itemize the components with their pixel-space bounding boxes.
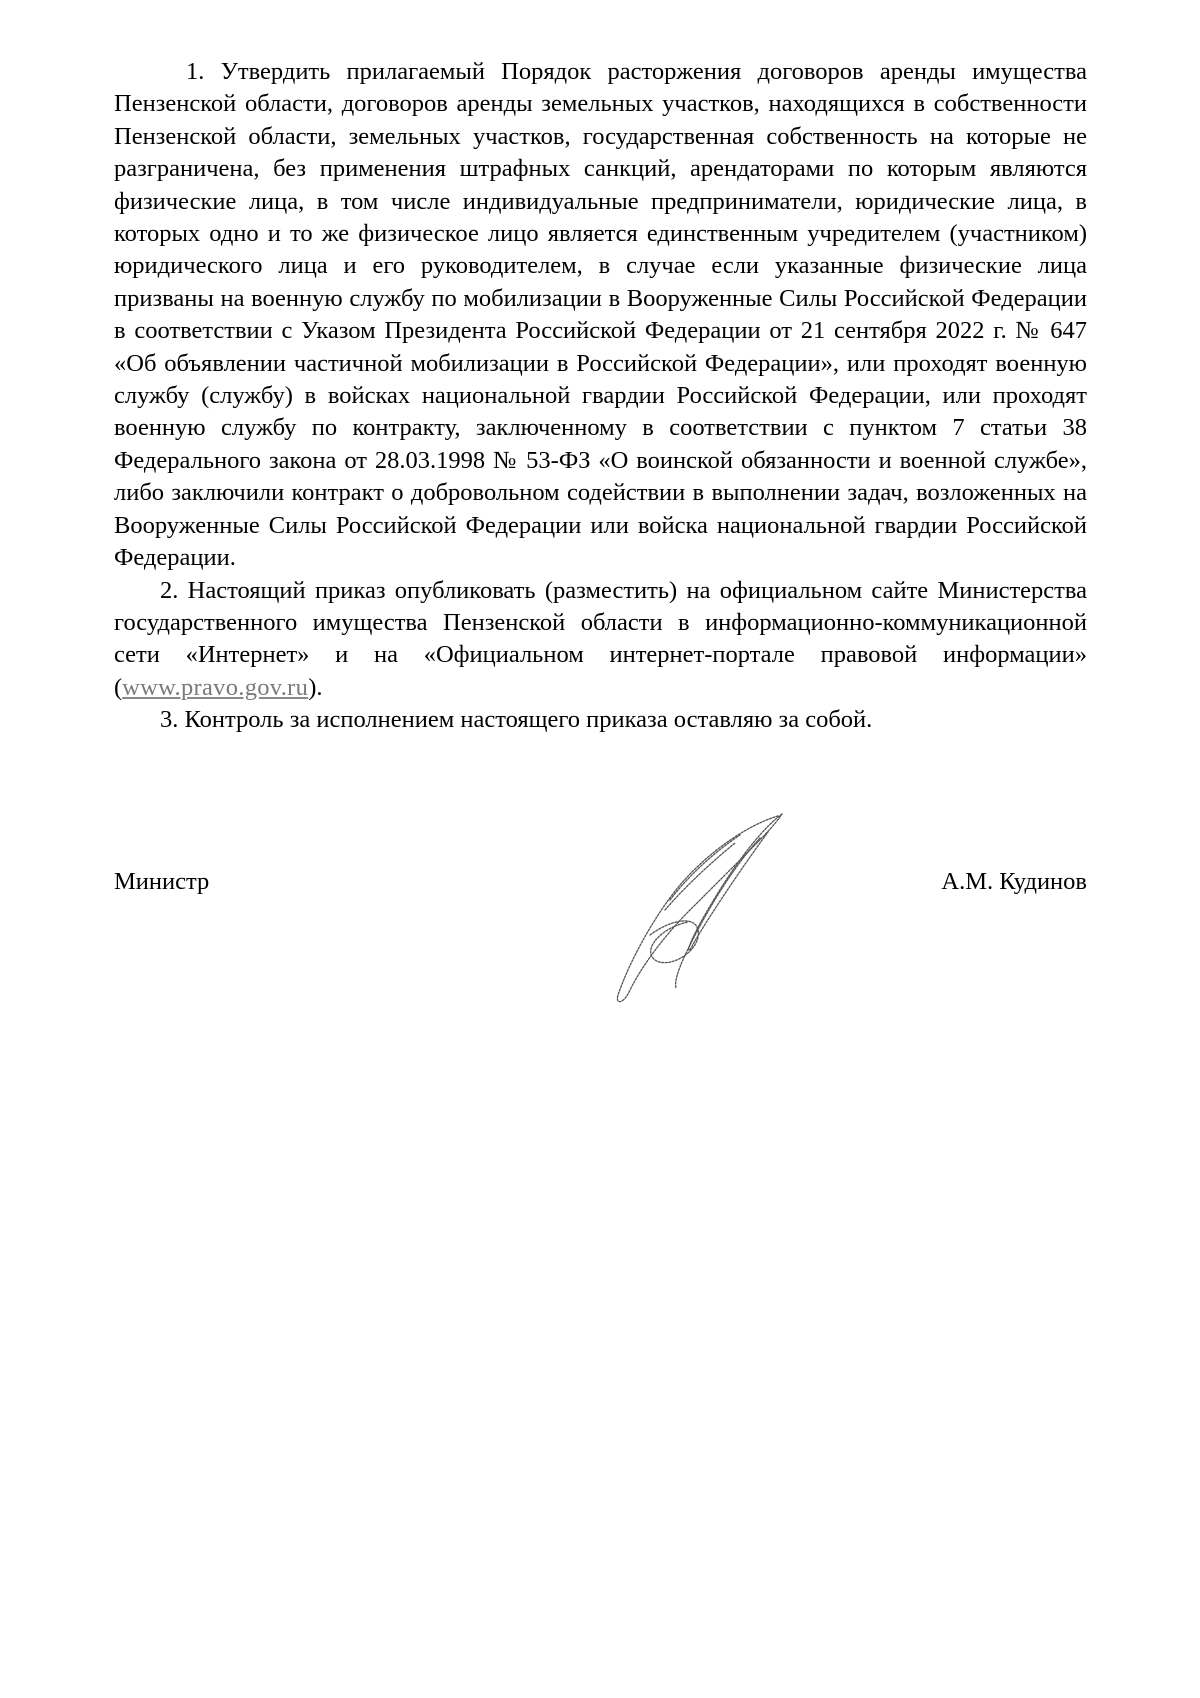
signature-stroke-tail [689, 814, 782, 950]
signature-stroke-outer [617, 814, 782, 1002]
signature-stroke-hatch [665, 835, 740, 910]
document-body [114, 56, 1087, 737]
paragraph-2 [114, 575, 1087, 705]
handwritten-signature [610, 810, 850, 1010]
signature-block [114, 868, 1087, 908]
paragraph-2-end: ). [308, 673, 323, 701]
signatory-name: А.М. Кудинов [941, 868, 1087, 895]
paragraph-2-text: 2. Настоящий приказ опубликовать (разместить) на официальном сайте Министерства государственного имущества Пензенской области в информационно-коммуникационной сети «Интернет» и на «Официальном интернет-портале правовой информации» ( [114, 576, 1087, 701]
pravo-gov-link[interactable]: www.pravo.gov.ru [122, 673, 309, 701]
signatory-position: Министр [114, 868, 210, 895]
paragraph-3: 3. Контроль за исполнением настоящего приказа оставляю за собой. [160, 706, 873, 734]
paragraph-1: 1. Утвердить прилагаемый Порядок расторжения договоров аренды имущества Пензенской области, договоров аренды земельных участков, находящихся в собственности Пензенской области, земельных участков, государственная собственность на которые не разграничена, без применения штрафных санкций, арендаторами по которым являются физические лица, в том числе индивидуальные предприниматели, юридические лица, в которых одно и то же физическое лицо является единственным учредителем (участником) юридического лица и его руководителем, в случае если указанные физические лица призваны на военную службу по мобилизации в Вооруженные Силы Российской Федерации в соответствии с Указом Президента Российской Федерации от 21 сентября 2022 г. № 647 «Об объявлении частичной мобилизации в Российской Федерации», или проходят военную службу (службу) в войсках национальной гвардии Российской Федерации, или проходят военную службу по контракту, заключенному в соответствии с пунктом 7 статьи 38 Федерального закона от 28.03.1998 № 53-ФЗ «О воинской обязанности и военной службе», либо заключили контракт о добровольном содействии в выполнении задач, возложенных на Вооруженные Силы Российской Федерации или войска национальной гвардии Российской Федерации. [114, 58, 1087, 572]
